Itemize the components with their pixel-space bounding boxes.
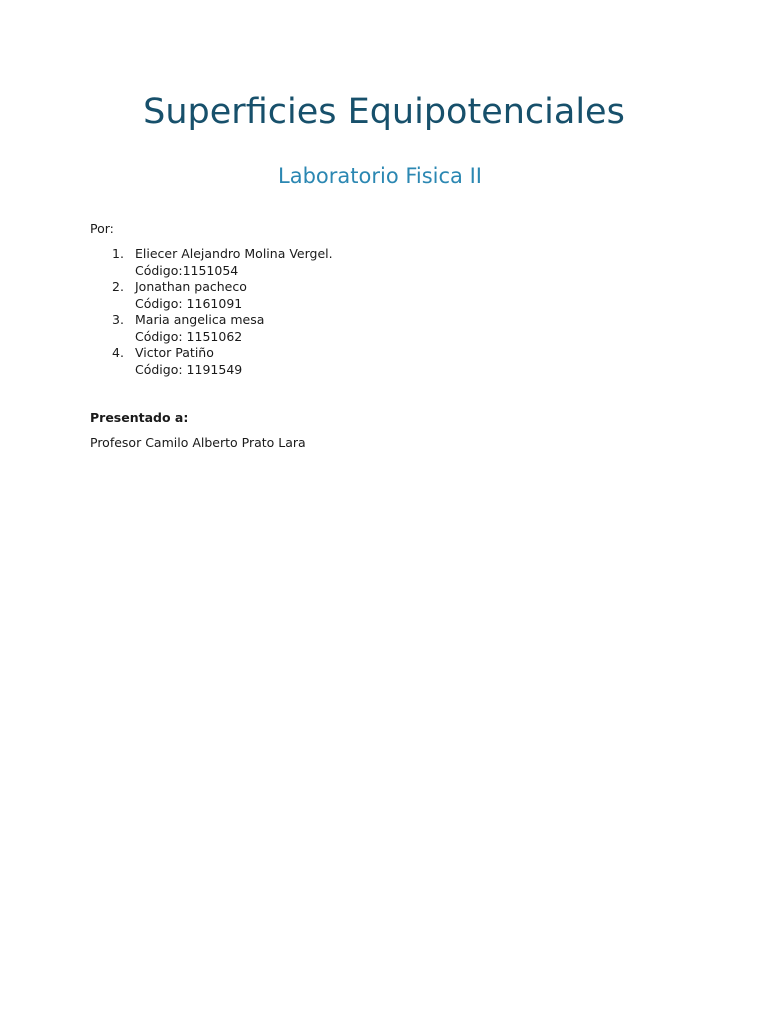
author-name: Maria angelica mesa bbox=[135, 312, 265, 327]
list-item-number: 1. bbox=[112, 246, 124, 261]
author-name: Jonathan pacheco bbox=[135, 279, 247, 294]
author-name: Victor Patiño bbox=[135, 345, 214, 360]
list-item-number: 2. bbox=[112, 279, 124, 294]
document-title: Superficies Equipotenciales bbox=[143, 92, 625, 132]
professor-name: Profesor Camilo Alberto Prato Lara bbox=[90, 435, 306, 450]
authors-label: Por: bbox=[90, 221, 114, 236]
list-item-number: 4. bbox=[112, 345, 124, 360]
author-code: Código:1151054 bbox=[135, 262, 239, 278]
presented-to-label: Presentado a: bbox=[90, 410, 189, 425]
author-name: Eliecer Alejandro Molina Vergel. bbox=[135, 246, 333, 261]
author-code: Código: 1151062 bbox=[135, 328, 243, 344]
list-item bbox=[90, 246, 333, 279]
list-item bbox=[90, 279, 333, 312]
author-code: Código: 1191549 bbox=[135, 361, 243, 377]
document-subtitle: Laboratorio Fisica II bbox=[278, 164, 482, 188]
author-code: Código: 1161091 bbox=[135, 295, 243, 311]
list-item-number: 3. bbox=[112, 312, 124, 327]
list-item bbox=[90, 312, 333, 345]
list-item bbox=[90, 345, 333, 378]
authors-list bbox=[90, 246, 333, 378]
